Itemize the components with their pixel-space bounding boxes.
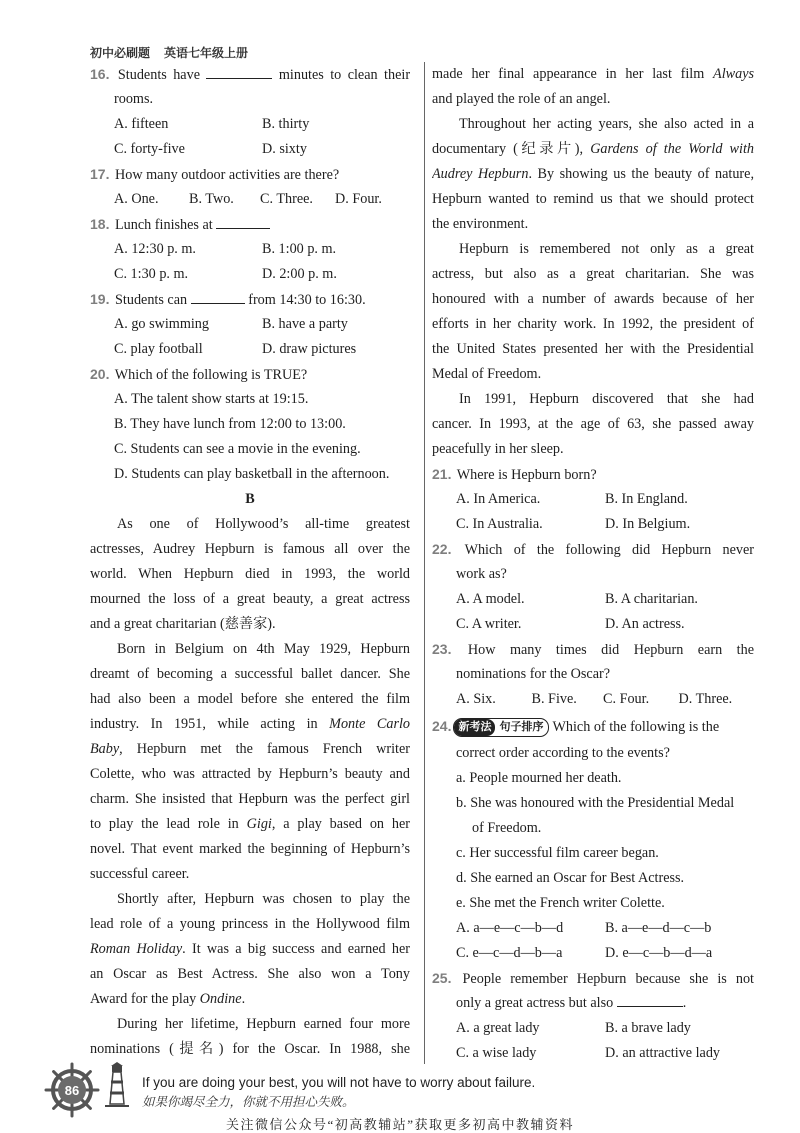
text-line: Colette, who was attracted by Hepburn’s beauty and [90, 766, 410, 782]
text-line: cancer. In 1993, at the age of 63, she passed away [432, 416, 754, 432]
question-19 [90, 287, 410, 312]
option-c: C. A writer. [456, 616, 522, 632]
text-line: Hepburn wanted to remind us that we should protect [432, 191, 754, 207]
text-line: actresses, Audrey Hepburn is famous all over the [90, 541, 410, 557]
text-line: made her final appearance in her last film Always [432, 66, 754, 82]
question-number: 16. [90, 66, 110, 82]
option-b: B. They have lunch from 12:00 to 13:00. [114, 416, 346, 432]
promo-footnote: 关注微信公众号“初高教辅站”获取更多初高中教辅资料 [225, 1117, 575, 1132]
event-item: b. She was honoured with the Presidential Medal [456, 795, 735, 811]
options-24b [432, 941, 754, 966]
option-a: A. a—e—c—b—d [456, 920, 564, 936]
option-b: B. have a party [262, 316, 348, 332]
question-text-cont: only a great actress but also . [432, 991, 754, 1016]
text-line: the United States presented her with the Presidential [432, 341, 754, 357]
option-d: D. In Belgium. [605, 516, 691, 532]
paragraph-4-start [90, 1012, 410, 1062]
option-a: A. 12:30 p. m. [114, 241, 196, 257]
option-d: D. e—c—b—d—a [605, 945, 713, 961]
question-number: 24. [432, 718, 452, 734]
new-question-type-badge: 新考法 句子排序 [453, 718, 549, 737]
answer-blank [617, 992, 683, 1007]
option-c: C. forty-five [114, 141, 185, 157]
play-title: Ondine [199, 991, 242, 1007]
question-number: 17. [90, 166, 110, 182]
question-23 [432, 637, 754, 662]
options-22a [432, 587, 754, 612]
option-c: C. e—c—d—b—a [456, 945, 563, 961]
documentary-title: Gardens of the World with [590, 141, 754, 157]
options-21b [432, 512, 754, 537]
question-17 [90, 162, 410, 187]
question-text-cont: rooms. [114, 91, 154, 107]
options-22b [432, 612, 754, 637]
question-18 [90, 212, 410, 237]
event-item: a. People mourned her death. [456, 770, 622, 786]
text-line: In 1991, Hepburn discovered that she had [459, 391, 754, 407]
text-line: to play the lead role in Gigi, a play based on her [90, 816, 410, 832]
ship-wheel-icon [44, 1062, 100, 1118]
play-title: Gigi [246, 816, 272, 832]
option-c: C. Three. [260, 191, 313, 207]
paragraph-4-end [432, 62, 754, 112]
text-line: efforts in her charity work. In 1992, the president of [432, 316, 754, 332]
text-line: Shortly after, Hepburn was chosen to play the [117, 891, 410, 907]
options-19a [90, 312, 410, 337]
question-number: 20. [90, 366, 110, 382]
text-line: Throughout her acting years, she also acted in a [459, 116, 754, 132]
option-d: D. Students can play basketball in the afternoon. [114, 466, 390, 482]
page-number: 86 [64, 1083, 80, 1098]
options-25a [432, 1016, 754, 1041]
option-b: B. Two. [188, 191, 234, 207]
question-text: How many times did Hepburn earn the [467, 642, 754, 658]
option-d: D. draw pictures [262, 341, 357, 357]
answer-blank [206, 64, 272, 79]
text-line: the environment. [432, 216, 529, 232]
text-line: charm. She insisted that Hepburn was the perfect girl [90, 791, 410, 807]
options-25b [432, 1041, 754, 1066]
text-line: Award for the play Ondine. [90, 991, 246, 1007]
option-c: C. Students can see a movie in the evening. [114, 441, 361, 457]
option-b: B. In England. [605, 491, 688, 507]
option-a: A. A model. [456, 591, 525, 607]
film-title: Always [713, 66, 754, 82]
paragraph-2 [90, 637, 410, 887]
text-line: Audrey Hepburn. By showing us the beauty of nature, [432, 166, 754, 182]
paragraph-3 [90, 887, 410, 1012]
option-a: A. Six. [456, 691, 496, 707]
event-item: c. Her successful film career began. [456, 845, 659, 861]
series-title: 初中必刷题 [90, 46, 151, 60]
option-d: D. sixty [262, 141, 307, 157]
text-line: successful career. [90, 866, 190, 882]
paragraph-5 [432, 112, 754, 237]
text-line: world. When Hepburn died in 1993, the world [90, 566, 410, 582]
text-line: nominations (提名) for the Oscar. In 1988, she [90, 1041, 410, 1057]
question-text: Lunch finishes at [115, 217, 213, 233]
text-line: honoured with a number of awards because of her [432, 291, 754, 307]
option-b: B. a—e—d—c—b [605, 920, 712, 936]
question-text-cont: work as? [456, 566, 507, 582]
options-24a [432, 916, 754, 941]
text-line: As one of Hollywood’s all-time greatest [117, 516, 410, 532]
text-line: During her lifetime, Hepburn earned four more [117, 1016, 410, 1032]
film-title: Roman Holiday [90, 941, 183, 957]
paragraph-7 [432, 387, 754, 462]
options-16a [90, 112, 410, 137]
text-line: and a great charitarian (慈善家). [90, 616, 276, 632]
option-d: D. an attractive lady [605, 1045, 721, 1061]
text-line: Baby, Hepburn met the famous French writer [90, 741, 410, 757]
option-a: A. a great lady [456, 1020, 540, 1036]
text-line: and played the role of an angel. [432, 91, 611, 107]
text-line: industry. In 1951, while acting in Monte Carlo [90, 716, 410, 732]
question-25 [432, 966, 754, 991]
question-16 [90, 62, 410, 87]
option-c: C. Four. [603, 691, 650, 707]
paragraph-6 [432, 237, 754, 387]
question-text: People remember Hepburn because she is not [462, 971, 754, 987]
options-18b [90, 262, 410, 287]
text-line: dreamt of becoming a successful ballet dancer. She [90, 666, 410, 682]
event-item: d. She earned an Oscar for Best Actress. [456, 870, 685, 886]
right-column [432, 62, 754, 1066]
text-line: documentary (纪录片), Gardens of the World with [432, 141, 754, 157]
option-b: B. A charitarian. [605, 591, 698, 607]
option-d: D. An actress. [605, 616, 685, 632]
question-number: 19. [90, 291, 110, 307]
option-a: A. fifteen [114, 116, 169, 132]
text-line: Hepburn is remembered not only as a great [459, 241, 754, 257]
question-text: Students have [117, 67, 200, 83]
left-column [90, 62, 410, 1062]
text-line: Roman Holiday. It was a big success and earned her [90, 941, 410, 957]
options-23 [432, 687, 754, 712]
option-d: D. 2:00 p. m. [262, 266, 337, 282]
question-text-cont: nominations for the Oscar? [456, 666, 611, 682]
motto-chinese: 如果你竭尽全力，你就不用担心失败。 [142, 1095, 355, 1109]
question-text: Which of the following is TRUE? [114, 367, 308, 383]
film-title: Baby [90, 741, 120, 757]
event-item: e. She met the French writer Colette. [456, 895, 665, 911]
lighthouse-icon [104, 1062, 130, 1108]
question-text: Which of the following did Hepburn never [464, 542, 754, 558]
text-line: an Oscar as Best Actress. She also won a Tony [90, 966, 410, 982]
column-divider [424, 62, 425, 1064]
question-22 [432, 537, 754, 562]
section-title: B [245, 491, 255, 507]
option-d: D. Three. [678, 691, 733, 707]
documentary-title: Audrey Hepburn [432, 166, 529, 182]
option-b: B. thirty [262, 116, 310, 132]
options-21a [432, 487, 754, 512]
options-16b [90, 137, 410, 162]
option-b: B. 1:00 p. m. [262, 241, 337, 257]
answer-blank [216, 214, 270, 229]
option-b: B. Five. [531, 691, 577, 707]
option-c: C. a wise lady [456, 1045, 537, 1061]
question-number: 21. [432, 466, 452, 482]
text-line: actress, but also as a great charitarian. She was [432, 266, 754, 282]
option-d: D. Four. [335, 191, 382, 207]
question-number: 22. [432, 541, 452, 557]
question-21 [432, 462, 754, 487]
paragraph-1 [90, 512, 410, 637]
running-header [90, 44, 262, 61]
answer-blank [191, 289, 245, 304]
text-line: Medal of Freedom. [432, 366, 542, 382]
text-line: mourned the loss of a great beauty, a great actress [90, 591, 410, 607]
question-number: 18. [90, 216, 110, 232]
text-line: novel. That event marked the beginning of Hepburn’s [90, 841, 410, 857]
event-item-cont: of Freedom. [472, 820, 542, 836]
book-title: 英语七年级上册 [164, 46, 249, 60]
text-line: Born in Belgium on 4th May 1929, Hepburn [117, 641, 410, 657]
option-a: A. One. [114, 191, 159, 207]
question-text-cont: correct order according to the events? [456, 745, 670, 761]
text-line: had also been a model before she entered the film [90, 691, 410, 707]
option-c: C. In Australia. [456, 516, 543, 532]
question-text: minutes to clean their [278, 67, 410, 83]
option-a: A. In America. [456, 491, 541, 507]
text-line: peacefully in her sleep. [432, 441, 564, 457]
options-17 [90, 187, 410, 212]
option-c: C. play football [114, 341, 203, 357]
option-c: C. 1:30 p. m. [114, 266, 189, 282]
question-text: Which of the following is the [552, 719, 720, 735]
film-title: Monte Carlo [329, 716, 410, 732]
question-number: 25. [432, 970, 452, 986]
options-19b [90, 337, 410, 362]
option-b: B. a brave lady [605, 1020, 691, 1036]
question-24 [432, 712, 754, 741]
question-text: from 14:30 to 16:30. [248, 292, 366, 308]
option-a: A. go swimming [114, 316, 209, 332]
question-text: How many outdoor activities are there? [115, 167, 340, 183]
question-text: Where is Hepburn born? [456, 467, 597, 483]
option-a: A. The talent show starts at 19:15. [114, 391, 309, 407]
question-text: Students can [115, 292, 188, 308]
options-18a [90, 237, 410, 262]
motto-english: If you are doing your best, you will not have to worry about failure. [142, 1075, 536, 1090]
question-20 [90, 362, 410, 387]
text-line: lead role of a young princess in the Hollywood film [90, 916, 410, 932]
question-number: 23. [432, 641, 452, 657]
